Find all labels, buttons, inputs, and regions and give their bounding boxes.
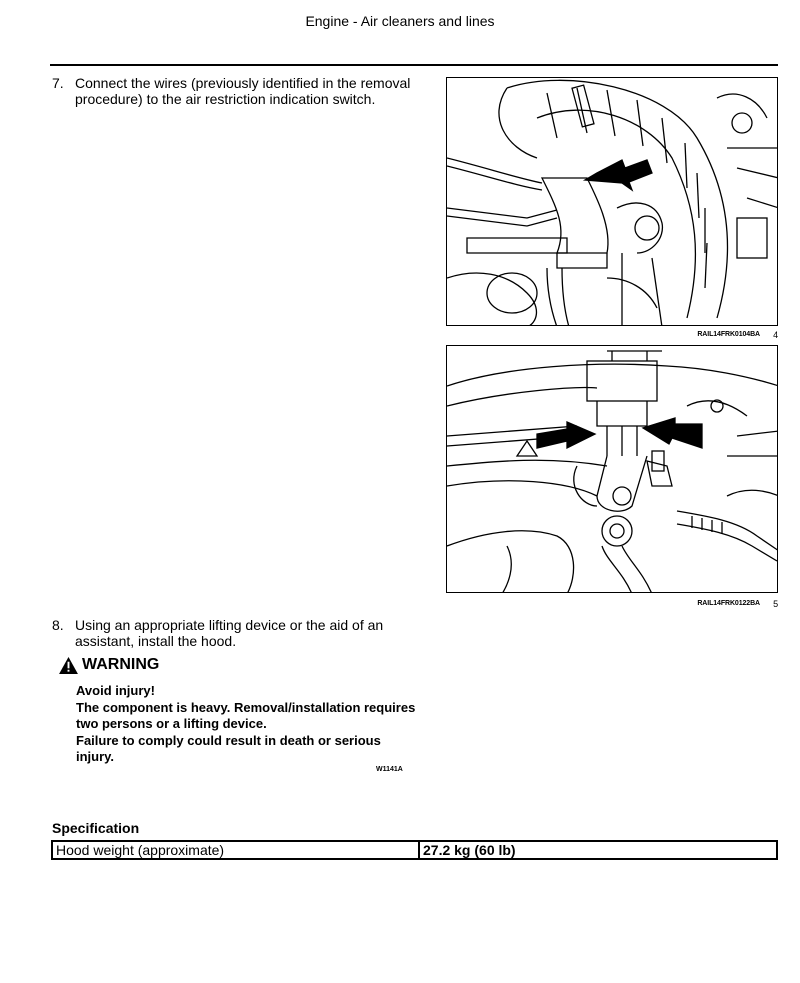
specification-table	[51, 840, 778, 860]
warning-line: The component is heavy. Removal/installation requires two persons or a lifting device.	[76, 699, 416, 731]
spec-label-cell: Hood weight (approximate)	[53, 842, 420, 858]
figure-5-engine-photo	[446, 345, 778, 593]
specification-title: Specification	[52, 820, 140, 836]
warning-line: Avoid injury!	[76, 683, 155, 698]
spec-value-cell: 27.2 kg (60 lb)	[423, 842, 516, 858]
figure-4-engine-photo	[446, 77, 778, 326]
figure-number: 5	[773, 599, 778, 609]
figure-code: RAIL14FRK0122BA	[697, 600, 760, 607]
step-number: 8.	[52, 617, 64, 633]
warning-code: W1141A	[376, 766, 403, 773]
warning-heading	[59, 656, 159, 674]
step-number: 7.	[52, 75, 64, 91]
step-text: Connect the wires (previously identified in the removal procedure) to the air restriction indication switch.	[75, 75, 411, 107]
warning-line: Failure to comply could result in death or serious injury.	[76, 732, 381, 764]
page-header-title: Engine - Air cleaners and lines	[305, 13, 495, 29]
figure-code: RAIL14FRK0104BA	[697, 331, 760, 338]
step-text: Using an appropriate lifting device or the aid of an assistant, install the hood.	[75, 617, 384, 649]
figure-number: 4	[773, 330, 778, 340]
warning-body	[76, 683, 416, 766]
header-rule	[50, 64, 778, 66]
warning-heading-text: WARNING	[82, 656, 160, 673]
warning-triangle-icon	[59, 657, 78, 674]
